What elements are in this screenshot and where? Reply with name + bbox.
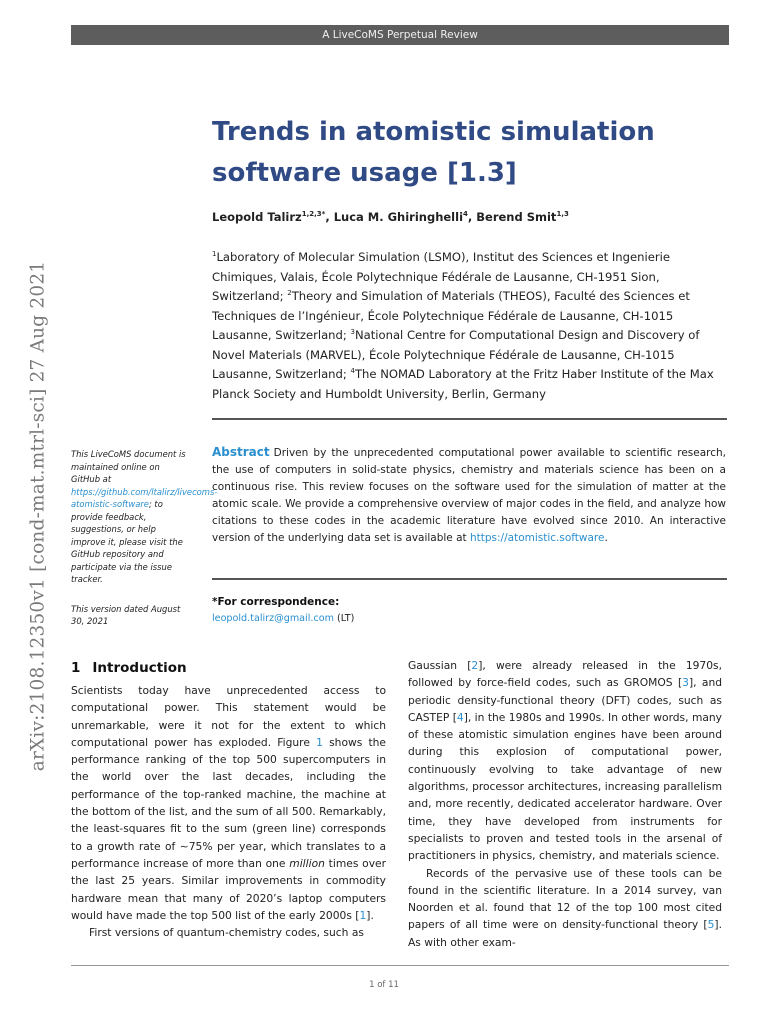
correspondence-suffix: (LT) xyxy=(333,613,355,624)
paragraph xyxy=(408,865,722,951)
correspondence-label: *For correspondence: xyxy=(212,596,340,608)
margin-note-body xyxy=(71,448,218,586)
section-number: 1 xyxy=(71,660,81,676)
paragraph-text: ]. As with other exam- xyxy=(408,918,722,949)
author-affiliation-sup: 4 xyxy=(463,210,468,219)
affiliation-sup: 3 xyxy=(350,328,355,337)
correspondence-line xyxy=(212,613,354,624)
version-date: This version dated August 30, 2021 xyxy=(71,603,181,626)
paragraph-text: ], were already released in the 1970s, followed by force-field codes, such as GROMOS [ xyxy=(408,659,722,690)
author-separator: , xyxy=(325,210,334,224)
margin-note-text: ; to provide feedback, suggestions, or help improve it, please visit the GitHub repository and participate via the issue tracker. xyxy=(71,499,183,584)
affiliation-text: National Centre for Computational Design and Discovery of Novel Materials (MARVEL), École Polytechnique Fédérale de Lausanne, CH-1015 Lausanne, Switzerland; xyxy=(212,328,700,381)
affiliation-text: Laboratory of Molecular Simulation (LSMO), Institut des Sciences et Ingenierie Chimiques, Valais, École Polytechnique Fédérale de Lausanne, CH-1951 Sion, Switzerland; xyxy=(212,250,670,303)
section-title: Introduction xyxy=(92,660,187,676)
abstract-text: Driven by the unprecedented computational power available to scientific research, the use of computers in solid-state physics, chemistry and materials science has been on a continuous rise. This review focuses on the software used for the simulation of matter at the atomic scale. We provide a comprehensive overview of major codes in the field, and analyze how citations to these codes in the academic literature have evolved since 2010. An interactive version of the underlying data set is available at xyxy=(212,447,726,544)
interactive-dataset-link[interactable]: https://atomistic.software xyxy=(470,532,605,544)
abstract-top-rule xyxy=(212,418,727,420)
affiliation-text: The NOMAD Laboratory at the Fritz Haber Institute of the Max Planck Society and Humboldt University, Berlin, Germany xyxy=(212,367,714,401)
abstract-heading: Abstract xyxy=(212,445,270,459)
author-list xyxy=(212,210,569,224)
citation-link[interactable]: 5 xyxy=(707,918,715,932)
author-name: Berend Smit xyxy=(476,210,557,224)
paragraph-text: shows the performance ranking of the top 500 supercomputers in the world over the last decades, including the performance of the top-ranked machine, the machine at the bottom of the list, and the sum of all 500. Remarkably, the least-squares fit to the sum (green line) corresponds to a growth rate of ∼75% per year, which translates to a performance increase of more than one xyxy=(71,735,387,870)
abstract-bottom-rule xyxy=(212,578,727,580)
paragraph: First versions of quantum-chemistry codes, such as xyxy=(89,926,364,940)
text-column-right xyxy=(408,657,722,951)
margin-note-text: This LiveCoMS document is maintained online on GitHub at xyxy=(71,449,186,484)
affiliation-sup: 1 xyxy=(212,250,217,259)
author-affiliation-sup: 1,3 xyxy=(556,210,569,219)
affiliation-sup: 2 xyxy=(287,289,292,298)
arxiv-identifier-text: arXiv:2108.12350v1 [cond-mat.mtrl-sci] 27 Aug 2021 xyxy=(27,260,49,772)
citation-link[interactable]: 1 xyxy=(359,908,367,922)
paragraph-text: ], and periodic density-functional theory (DFT) codes, such as CASTEP [ xyxy=(408,676,723,724)
journal-banner: A LiveCoMS Perpetual Review xyxy=(71,25,729,45)
paragraph xyxy=(71,682,386,924)
text-column-left xyxy=(71,682,386,941)
author-affiliation-sup: 1,2,3* xyxy=(301,210,326,219)
abstract-end: . xyxy=(604,532,608,544)
figure-reference-link[interactable]: 1 xyxy=(316,735,323,749)
title-line-1: Trends in atomistic simulation xyxy=(212,117,655,147)
footer-rule xyxy=(71,965,729,966)
citation-link[interactable]: 3 xyxy=(682,676,689,690)
paragraph-text: times over the last 25 years. Similar improvements in commodity hardware mean that many of 2020’s laptop computers would have made the top 500 list of the early 2000s [ xyxy=(71,856,386,922)
affiliations xyxy=(212,248,727,404)
page-number: 1 of 11 xyxy=(369,980,399,990)
citation-link[interactable]: 2 xyxy=(471,659,479,672)
paragraph-text: ]. xyxy=(366,908,374,922)
affiliation-text: Theory and Simulation of Materials (THEOS), Faculté des Sciences et Techniques de l’Ingénieur, École Polytechnique Fédérale de Lausanne, CH-1015 Lausanne, Switzerland; xyxy=(212,289,690,342)
correspondence-email-link[interactable]: leopold.talirz@gmail.com xyxy=(212,613,334,624)
paper-title xyxy=(212,112,672,194)
margin-note xyxy=(71,448,218,628)
paragraph xyxy=(408,657,722,865)
abstract xyxy=(212,444,726,547)
paragraph-text: ], in the 1980s and 1990s. In other words, many of these atomistic simulation engines have been around during this explosion of computational power, continuously evolving to take advantage of new algorithms, processor architectures, increasing parallelism and, more recently, dedicated accelerator hardware. Over time, they have developed from instruments for specialists to proven and tested tools in the arsenal of practitioners in physics, chemistry, and materials science. xyxy=(408,710,722,863)
author-name: Leopold Talirz xyxy=(212,210,302,224)
github-repo-link[interactable]: https://github.com/ltalirz/livecoms-atomistic-software xyxy=(71,486,218,509)
citation-link[interactable]: 4 xyxy=(456,710,464,724)
author-name: Luca M. Ghiringhelli xyxy=(333,210,464,224)
emphasis-text: million xyxy=(289,856,325,870)
author-separator: , xyxy=(467,210,477,224)
affiliation-sup: 4 xyxy=(350,367,355,376)
paragraph-text: Gaussian [ xyxy=(408,659,472,672)
paragraph-text: Records of the pervasive use of these tools can be found in the scientific literature. In a 2014 survey, van Noorden et al. found that 12 of the top 100 most cited papers of all time were on density-functional theory [ xyxy=(408,866,722,932)
title-line-2: software usage [1.3] xyxy=(212,158,517,188)
paragraph-text: Scientists today have unprecedented access to computational power. This statement would be unremarkable, were it not for the extent to which computational power has exploded. Figure xyxy=(71,684,386,749)
section-heading-introduction xyxy=(71,660,187,676)
arxiv-identifier xyxy=(18,226,58,806)
